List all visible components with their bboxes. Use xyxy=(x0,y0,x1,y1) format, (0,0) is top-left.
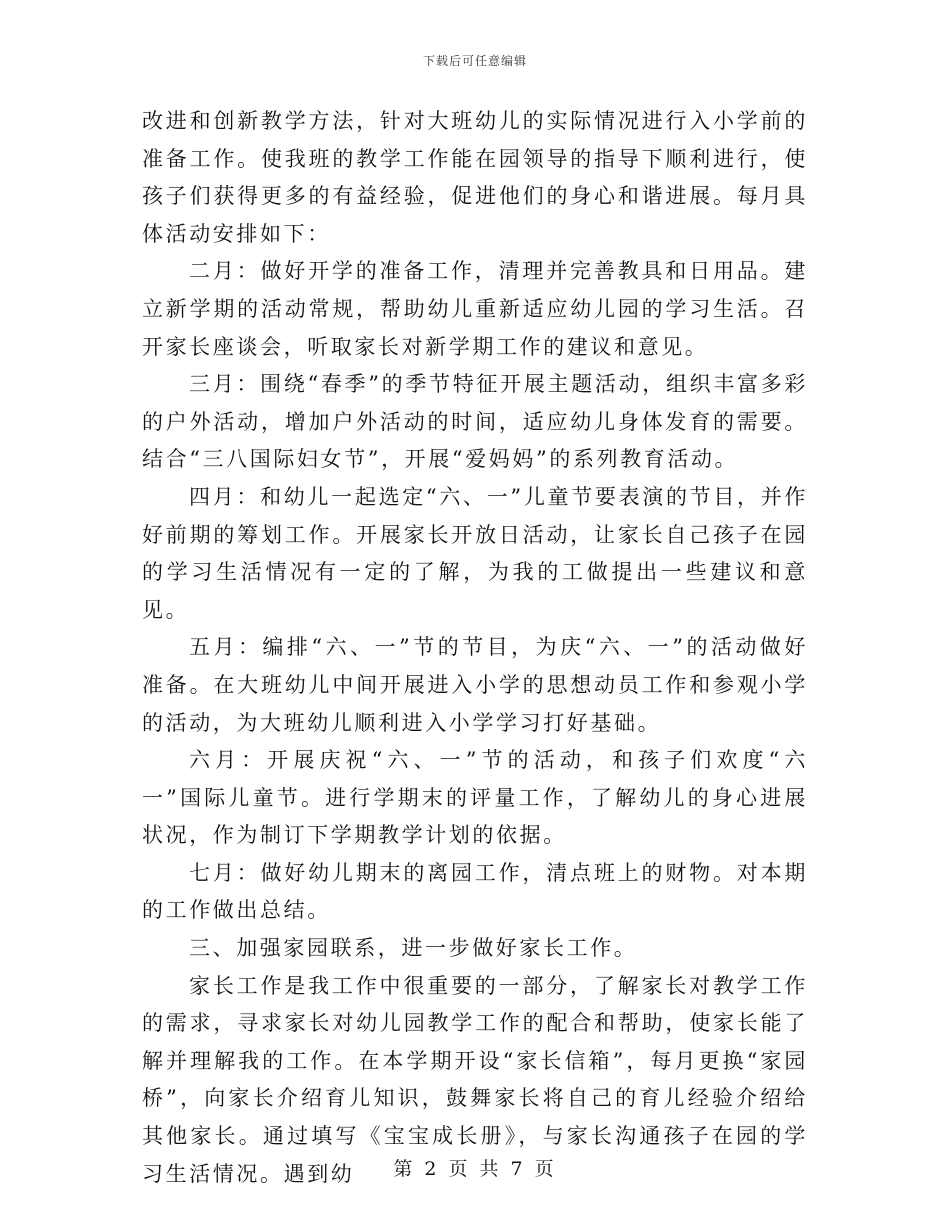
section-heading-family-contact: 三、加强家园联系，进一步做好家长工作。 xyxy=(189,936,638,961)
paragraph-february: 二月：做好开学的准备工作，清理并完善教具和日用品。建立新学期的活动常规，帮助幼儿重新适应幼儿园的学习生活。召开家长座谈会，听取家长对新学期工作的建议和意见。 xyxy=(142,259,808,359)
document-body xyxy=(142,103,808,1193)
paragraph-parent-work: 家长工作是我工作中很重要的一部分，了解家长对教学工作的需求，寻求家长对幼儿园教学工作的配合和帮助，使家长能了解并理解我的工作。在本学期开设“家长信箱”，每月更换“家园桥”，向家长介绍育儿知识，鼓舞家长将自己的育儿经验介绍给其他家长。通过填写《宝宝成长册》，与家长沟通孩子在园的学习生活情况。遇到幼 xyxy=(142,973,808,1186)
paragraph-july: 七月：做好幼儿期末的离园工作，清点班上的财物。对本期的工作做出总结。 xyxy=(142,860,808,923)
paragraph-june: 六月：开展庆祝“六、一”节的活动，和孩子们欢度“六一”国际儿童节。进行学期末的评量工作，了解幼儿的身心进展状况，作为制订下学期教学计划的依据。 xyxy=(142,748,808,848)
paragraph-may: 五月：编排“六、一”节的节目，为庆“六、一”的活动做好准备。在大班幼儿中间开展进入小学的思想动员工作和参观小学的活动，为大班幼儿顺利进入小学学习打好基础。 xyxy=(142,635,808,735)
paragraph-march: 三月：围绕“春季”的季节特征开展主题活动，组织丰富多彩的户外活动，增加户外活动的时间，适应幼儿身体发育的需要。结合“三八国际妇女节”，开展“爱妈妈”的系列教育活动。 xyxy=(142,372,808,472)
paragraph-april: 四月：和幼儿一起选定“六、一”儿童节要表演的节目，并作好前期的筹划工作。开展家长开放日活动，让家长自己孩子在园的学习生活情况有一定的了解，为我的工做提出一些建议和意见。 xyxy=(142,484,808,622)
page-number: 第 2 页 共 7 页 xyxy=(393,1158,557,1180)
paragraph-intro: 改进和创新教学方法，针对大班幼儿的实际情况进行入小学前的准备工作。使我班的教学工作能在园领导的指导下顺利进行，使孩子们获得更多的有益经验，促进他们的身心和谐进展。每月具体活动安排如下： xyxy=(142,109,808,246)
header-note: 下载后可任意编辑 xyxy=(422,54,527,68)
